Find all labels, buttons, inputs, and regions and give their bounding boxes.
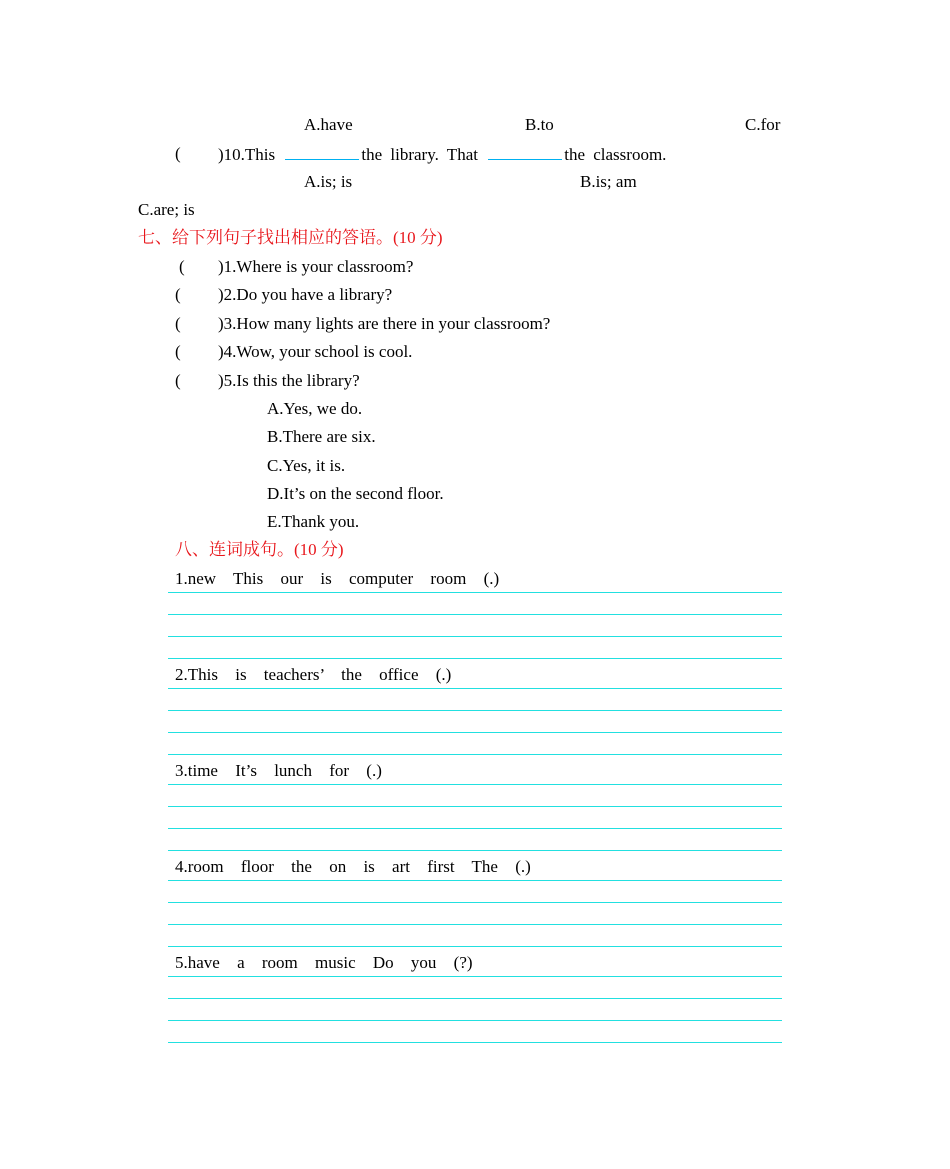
writing-line bbox=[168, 784, 782, 785]
q10-blank-2 bbox=[488, 144, 562, 160]
writing-line bbox=[168, 636, 782, 637]
s7-answer-c: C.Yes, it is. bbox=[267, 456, 346, 475]
s7-q4-paren: ( bbox=[175, 342, 181, 361]
s7-answer-d: D.It’s on the second floor. bbox=[267, 484, 444, 503]
s7-answer-e: E.Thank you. bbox=[267, 512, 360, 531]
q10-option-b: B.is; am bbox=[580, 172, 637, 191]
writing-line bbox=[168, 592, 782, 593]
writing-line bbox=[168, 658, 782, 659]
s7-q3-paren: ( bbox=[175, 314, 181, 333]
s8-item-4: 4.room floor the on is art first The (.) bbox=[175, 857, 531, 876]
writing-line bbox=[168, 902, 782, 903]
writing-line bbox=[168, 946, 782, 947]
writing-line bbox=[168, 924, 782, 925]
s7-q3-text: )3.How many lights are there in your classroom? bbox=[218, 314, 551, 333]
writing-line bbox=[168, 880, 782, 881]
q10-option-a: A.is; is bbox=[304, 172, 353, 191]
q9-option-c: C.for bbox=[745, 115, 781, 134]
writing-line bbox=[168, 998, 782, 999]
s7-q5-paren: ( bbox=[175, 371, 181, 390]
writing-line bbox=[168, 850, 782, 851]
writing-line bbox=[168, 710, 782, 711]
writing-line bbox=[168, 1020, 782, 1021]
s8-item-1: 1.new This our is computer room (.) bbox=[175, 569, 500, 588]
s7-answer-b: B.There are six. bbox=[267, 427, 376, 446]
writing-line bbox=[168, 614, 782, 615]
s8-item-5: 5.have a room music Do you (?) bbox=[175, 953, 473, 972]
section8-heading: 八、连词成句。(10 分) bbox=[175, 540, 344, 559]
s7-answer-a: A.Yes, we do. bbox=[267, 399, 363, 418]
q10-option-c: C.are; is bbox=[138, 200, 195, 219]
writing-line bbox=[168, 828, 782, 829]
s7-q1-text: )1.Where is your classroom? bbox=[218, 257, 414, 276]
q9-option-b: B.to bbox=[525, 115, 554, 134]
s7-q2-paren: ( bbox=[175, 285, 181, 304]
s8-item-3: 3.time It’s lunch for (.) bbox=[175, 761, 382, 780]
writing-line bbox=[168, 976, 782, 977]
s7-q5-text: )5.Is this the library? bbox=[218, 371, 360, 390]
s7-q4-text: )4.Wow, your school is cool. bbox=[218, 342, 413, 361]
q10-answer-paren: ( bbox=[175, 144, 181, 163]
s8-item-2: 2.This is teachers’ the office (.) bbox=[175, 665, 452, 684]
q9-option-a: A.have bbox=[304, 115, 353, 134]
q10-blank-1 bbox=[285, 144, 359, 160]
s7-q2-text: )2.Do you have a library? bbox=[218, 285, 393, 304]
writing-line bbox=[168, 1042, 782, 1043]
s7-q1-paren: ( bbox=[179, 257, 185, 276]
q10-prefix: )10.This bbox=[218, 145, 276, 164]
writing-line bbox=[168, 806, 782, 807]
q10-suffix: the classroom. bbox=[564, 145, 667, 164]
q10-mid: the library. That bbox=[361, 145, 478, 164]
q10-sentence bbox=[218, 144, 666, 165]
section7-heading: 七、给下列句子找出相应的答语。(10 分) bbox=[138, 228, 443, 247]
writing-line bbox=[168, 688, 782, 689]
writing-line bbox=[168, 754, 782, 755]
writing-line bbox=[168, 732, 782, 733]
